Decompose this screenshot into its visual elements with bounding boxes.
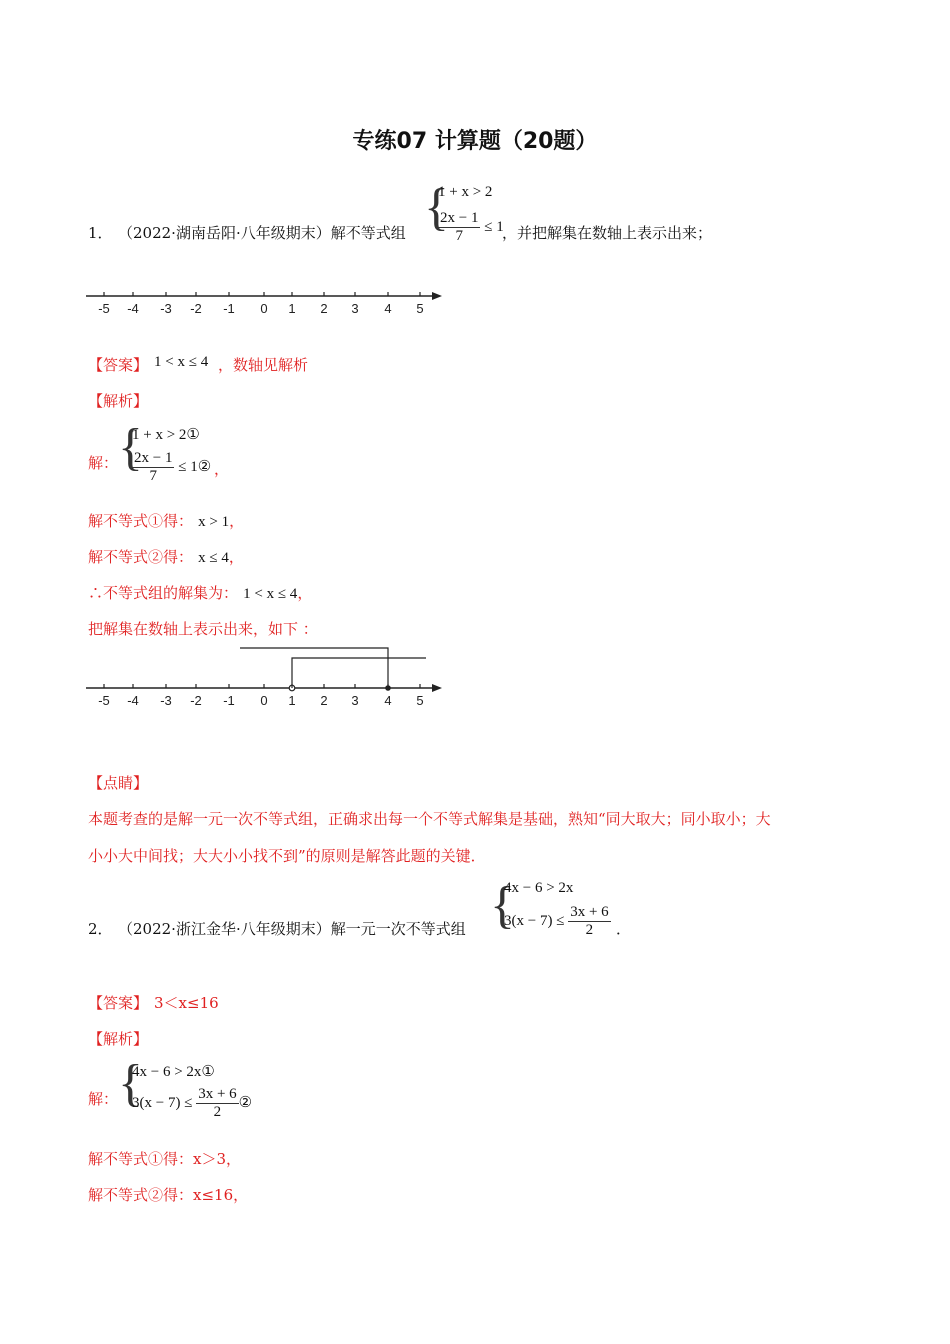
tick-label: -1 — [223, 693, 235, 708]
tick-label: 1 — [288, 301, 296, 316]
tick-label: 4 — [384, 693, 392, 708]
step-text: ∴不等式组的解集为： — [88, 584, 239, 602]
question-source: （2022·湖南岳阳·八年级期末）解不等式组 — [118, 224, 406, 242]
fraction-denominator: 2 — [213, 1104, 222, 1120]
inequality-2 — [504, 904, 611, 939]
step-math: x≤16， — [193, 1186, 249, 1204]
page-title: 专练07 计算题（20题） — [352, 129, 598, 154]
solution-bracket-le-4 — [240, 648, 388, 688]
comment-label: 【点睛】 — [88, 774, 149, 792]
fraction-numerator: 2x − 1 — [134, 450, 173, 466]
answer-text: 3＜x≤16 — [154, 994, 219, 1012]
inequality-1: 4x − 6 > 2x — [504, 880, 574, 896]
number-line — [84, 282, 444, 322]
tick-label: 5 — [416, 301, 424, 316]
fraction-numerator: 2x − 1 — [440, 210, 479, 226]
tick-label: 4 — [384, 301, 392, 316]
inequality-lhs: 3(x − 7) ≤ — [132, 1094, 193, 1111]
step-1 — [88, 510, 244, 531]
step-text: 解不等式②得： — [88, 548, 194, 566]
answer-label: 【答案】 — [88, 994, 149, 1012]
step-text: 解不等式①得： — [88, 1150, 194, 1168]
brace-icon: { — [490, 877, 515, 934]
solution-inequality-2 — [132, 450, 211, 485]
step-tail: ， — [228, 548, 244, 566]
arrow-icon — [432, 684, 442, 692]
tick-label: 2 — [320, 693, 328, 708]
comment-line-1: 本题考查的是解一元一次不等式组，正确求出每一个不等式解集是基础，熟知“同大取大；同小取小；大 — [88, 810, 771, 828]
solution-inequality-1: 4x − 6 > 2x① — [132, 1064, 215, 1080]
tick-label: 1 — [288, 693, 296, 708]
inequality-2 — [438, 210, 504, 245]
question-tail: ． — [616, 920, 632, 938]
fraction-denominator: 2 — [585, 922, 594, 938]
question-source: （2022·浙江金华·八年级期末）解一元一次不等式组 — [118, 920, 466, 938]
step-math: x ≤ 4 — [198, 550, 229, 566]
step-3 — [88, 582, 312, 603]
tick-label: 0 — [260, 693, 268, 708]
tick-label: 0 — [260, 301, 268, 316]
tick-label: -5 — [98, 693, 110, 708]
answer-label: 【答案】 — [88, 356, 149, 374]
step-1 — [88, 1148, 241, 1169]
comment-line-2: 小小大中间找；大大小小找不到”的原则是解答此题的关键． — [88, 847, 486, 865]
inequality-1: 1 + x > 2 — [438, 184, 493, 200]
question-number: 1． — [88, 224, 113, 242]
brace-icon: { — [118, 419, 143, 476]
circle-two: ② — [238, 1094, 253, 1111]
step-text: 解不等式②得： — [88, 1186, 194, 1204]
step-tail: ， — [229, 512, 245, 530]
solution-bracket-gt-1 — [292, 658, 426, 688]
question-number: 2． — [88, 920, 113, 938]
question-tail: ，并把解集在数轴上表示出来； — [502, 224, 713, 242]
step-2 — [88, 1184, 248, 1205]
answer-tail: ，数轴见解析 — [218, 356, 309, 374]
solve-label: 解： — [88, 1090, 119, 1108]
step-2 — [88, 546, 244, 567]
solution-tail: ， — [214, 460, 230, 478]
step-tail: ， — [297, 584, 313, 602]
tick-label: -5 — [98, 301, 110, 316]
tick-label: -4 — [127, 693, 139, 708]
fraction-numerator: 3x + 6 — [198, 1086, 237, 1102]
tick-label: 3 — [351, 693, 359, 708]
tick-label: -3 — [160, 301, 172, 316]
arrow-icon — [432, 292, 442, 300]
fraction-numerator: 3x + 6 — [570, 904, 609, 920]
step-math: 1 < x ≤ 4 — [243, 586, 298, 602]
number-line-solution — [84, 640, 444, 716]
tick-label: -2 — [190, 693, 202, 708]
fraction-denominator: 7 — [455, 228, 463, 244]
fraction-rhs: ≤ 1 — [484, 218, 504, 235]
answer-math: 1 < x ≤ 4 — [154, 354, 209, 370]
fraction-rhs: ≤ 1② — [178, 458, 212, 475]
step-text: 解不等式①得： — [88, 512, 194, 530]
tick-label: 5 — [416, 693, 424, 708]
step-math: x > 1 — [198, 514, 230, 530]
fraction-denominator: 7 — [149, 468, 157, 484]
tick-label: -1 — [223, 301, 235, 316]
solution-inequality-2 — [132, 1086, 252, 1121]
brace-icon: { — [424, 179, 449, 236]
tick-label: 2 — [320, 301, 328, 316]
tick-label: -3 — [160, 693, 172, 708]
brace-icon: { — [118, 1055, 143, 1112]
analysis-label: 【解析】 — [88, 1030, 149, 1048]
tick-label: -4 — [127, 301, 139, 316]
step-math: x＞3， — [193, 1150, 242, 1168]
tick-label: -2 — [190, 301, 202, 316]
solve-label: 解： — [88, 454, 119, 472]
tick-label: 3 — [351, 301, 359, 316]
step-4: 把解集在数轴上表示出来，如下 ： — [88, 620, 318, 638]
analysis-label: 【解析】 — [88, 392, 149, 410]
inequality-lhs: 3(x − 7) ≤ — [504, 912, 565, 929]
solution-inequality-1: 1 + x > 2① — [132, 427, 200, 443]
